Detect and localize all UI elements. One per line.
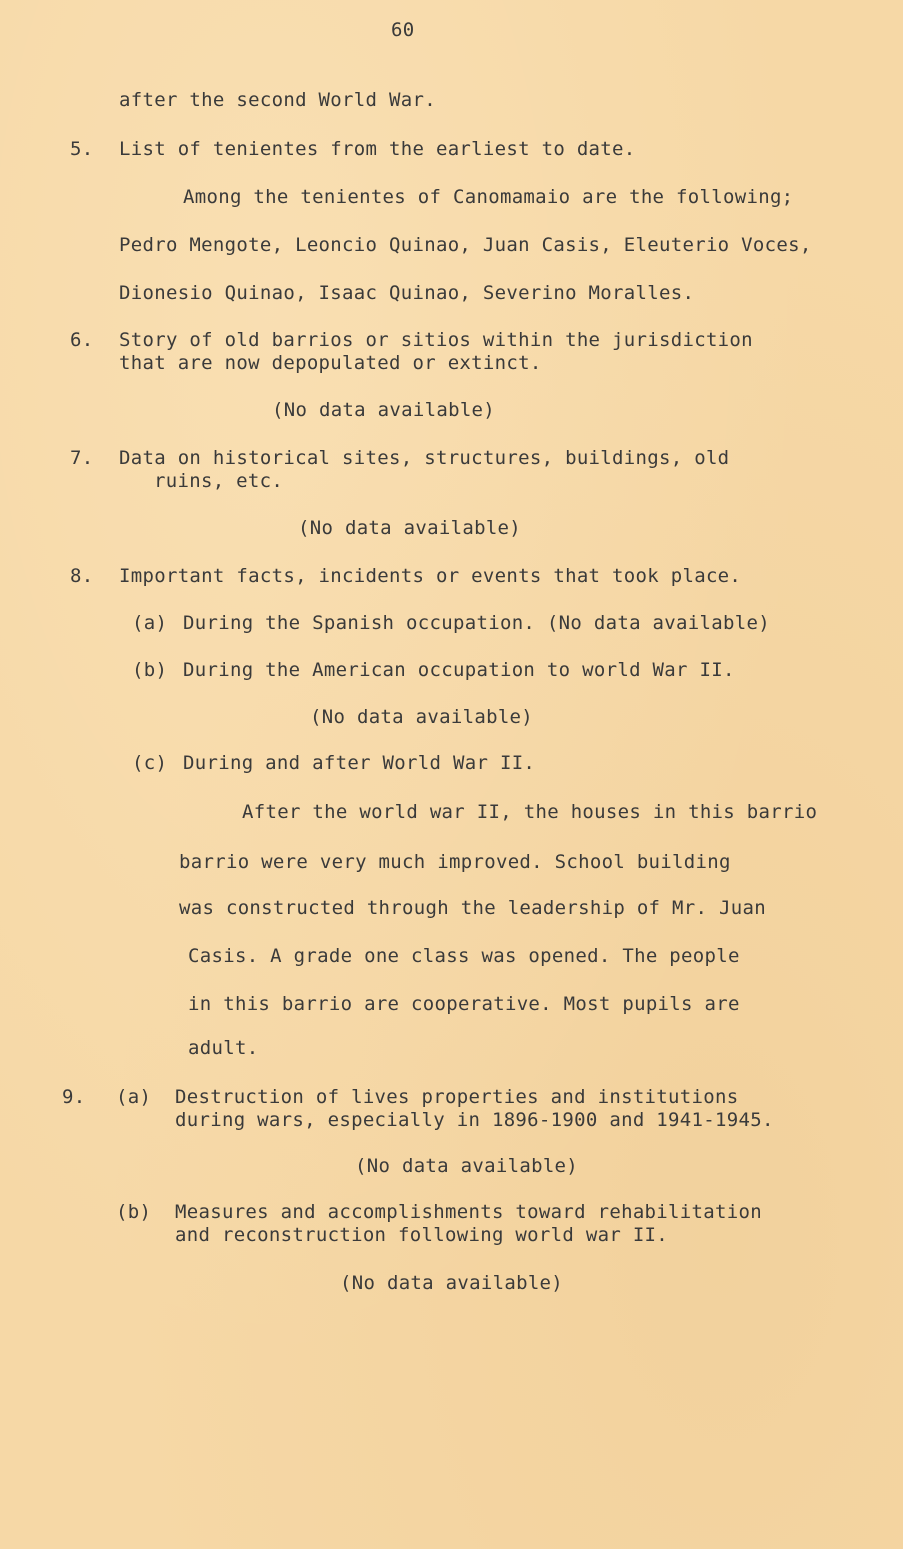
item-number-9: 9.: [62, 1086, 86, 1108]
sub-item-a-text: During the Spanish occupation. (No data available): [183, 612, 770, 634]
paragraph-line: adult.: [188, 1037, 259, 1059]
page-number: 60: [391, 19, 415, 41]
item-6-heading-line2: that are now depopulated or extinct.: [119, 352, 542, 374]
text-line: Dionesio Quinao, Isaac Quinao, Severino Moralles.: [119, 282, 695, 304]
sub-item-label-a: (a): [132, 612, 168, 634]
paragraph-line: in this barrio are cooperative. Most pupils are: [188, 993, 740, 1015]
text-line: after the second World War.: [119, 89, 436, 111]
sub-item-c-text: During and after World War II.: [183, 752, 536, 774]
paragraph-line: Casis. A grade one class was opened. The people: [188, 945, 740, 967]
no-data-note: (No data available): [272, 399, 496, 421]
item-9b-line2: and reconstruction following world war II.: [175, 1224, 669, 1246]
item-9a-line1: Destruction of lives properties and institutions: [175, 1086, 739, 1108]
no-data-note: (No data available): [298, 517, 522, 539]
sub-item-label-c: (c): [132, 752, 168, 774]
item-number-5: 5.: [70, 138, 94, 160]
no-data-note: (No data available): [340, 1272, 564, 1294]
no-data-note: (No data available): [355, 1155, 579, 1177]
item-number-7: 7.: [70, 447, 94, 469]
text-line: Among the tenientes of Canomamaio are the following;: [183, 186, 794, 208]
sub-item-label-b: (b): [116, 1201, 152, 1223]
paragraph-line: After the world war II, the houses in this barrio: [242, 801, 818, 823]
paragraph-line: barrio were very much improved. School building: [179, 851, 731, 873]
item-number-6: 6.: [70, 329, 94, 351]
text-line: Pedro Mengote, Leoncio Quinao, Juan Casis, Eleuterio Voces,: [119, 234, 812, 256]
item-6-heading-line1: Story of old barrios or sitios within the jurisdiction: [119, 329, 753, 351]
item-number-8: 8.: [70, 565, 94, 587]
item-7-heading-line1: Data on historical sites, structures, buildings, old: [119, 447, 730, 469]
item-9b-line1: Measures and accomplishments toward rehabilitation: [175, 1201, 762, 1223]
item-5-heading: List of tenientes from the earliest to date.: [119, 138, 636, 160]
sub-item-label-b: (b): [132, 659, 168, 681]
no-data-note: (No data available): [310, 706, 534, 728]
sub-item-b-text: During the American occupation to world War II.: [183, 659, 735, 681]
item-8-heading: Important facts, incidents or events that took place.: [119, 565, 742, 587]
sub-item-label-a: (a): [116, 1086, 152, 1108]
item-7-heading-line2: ruins, etc.: [154, 470, 284, 492]
paragraph-line: was constructed through the leadership of Mr. Juan: [179, 897, 766, 919]
item-9a-line2: during wars, especially in 1896-1900 and 1941-1945.: [175, 1109, 774, 1131]
